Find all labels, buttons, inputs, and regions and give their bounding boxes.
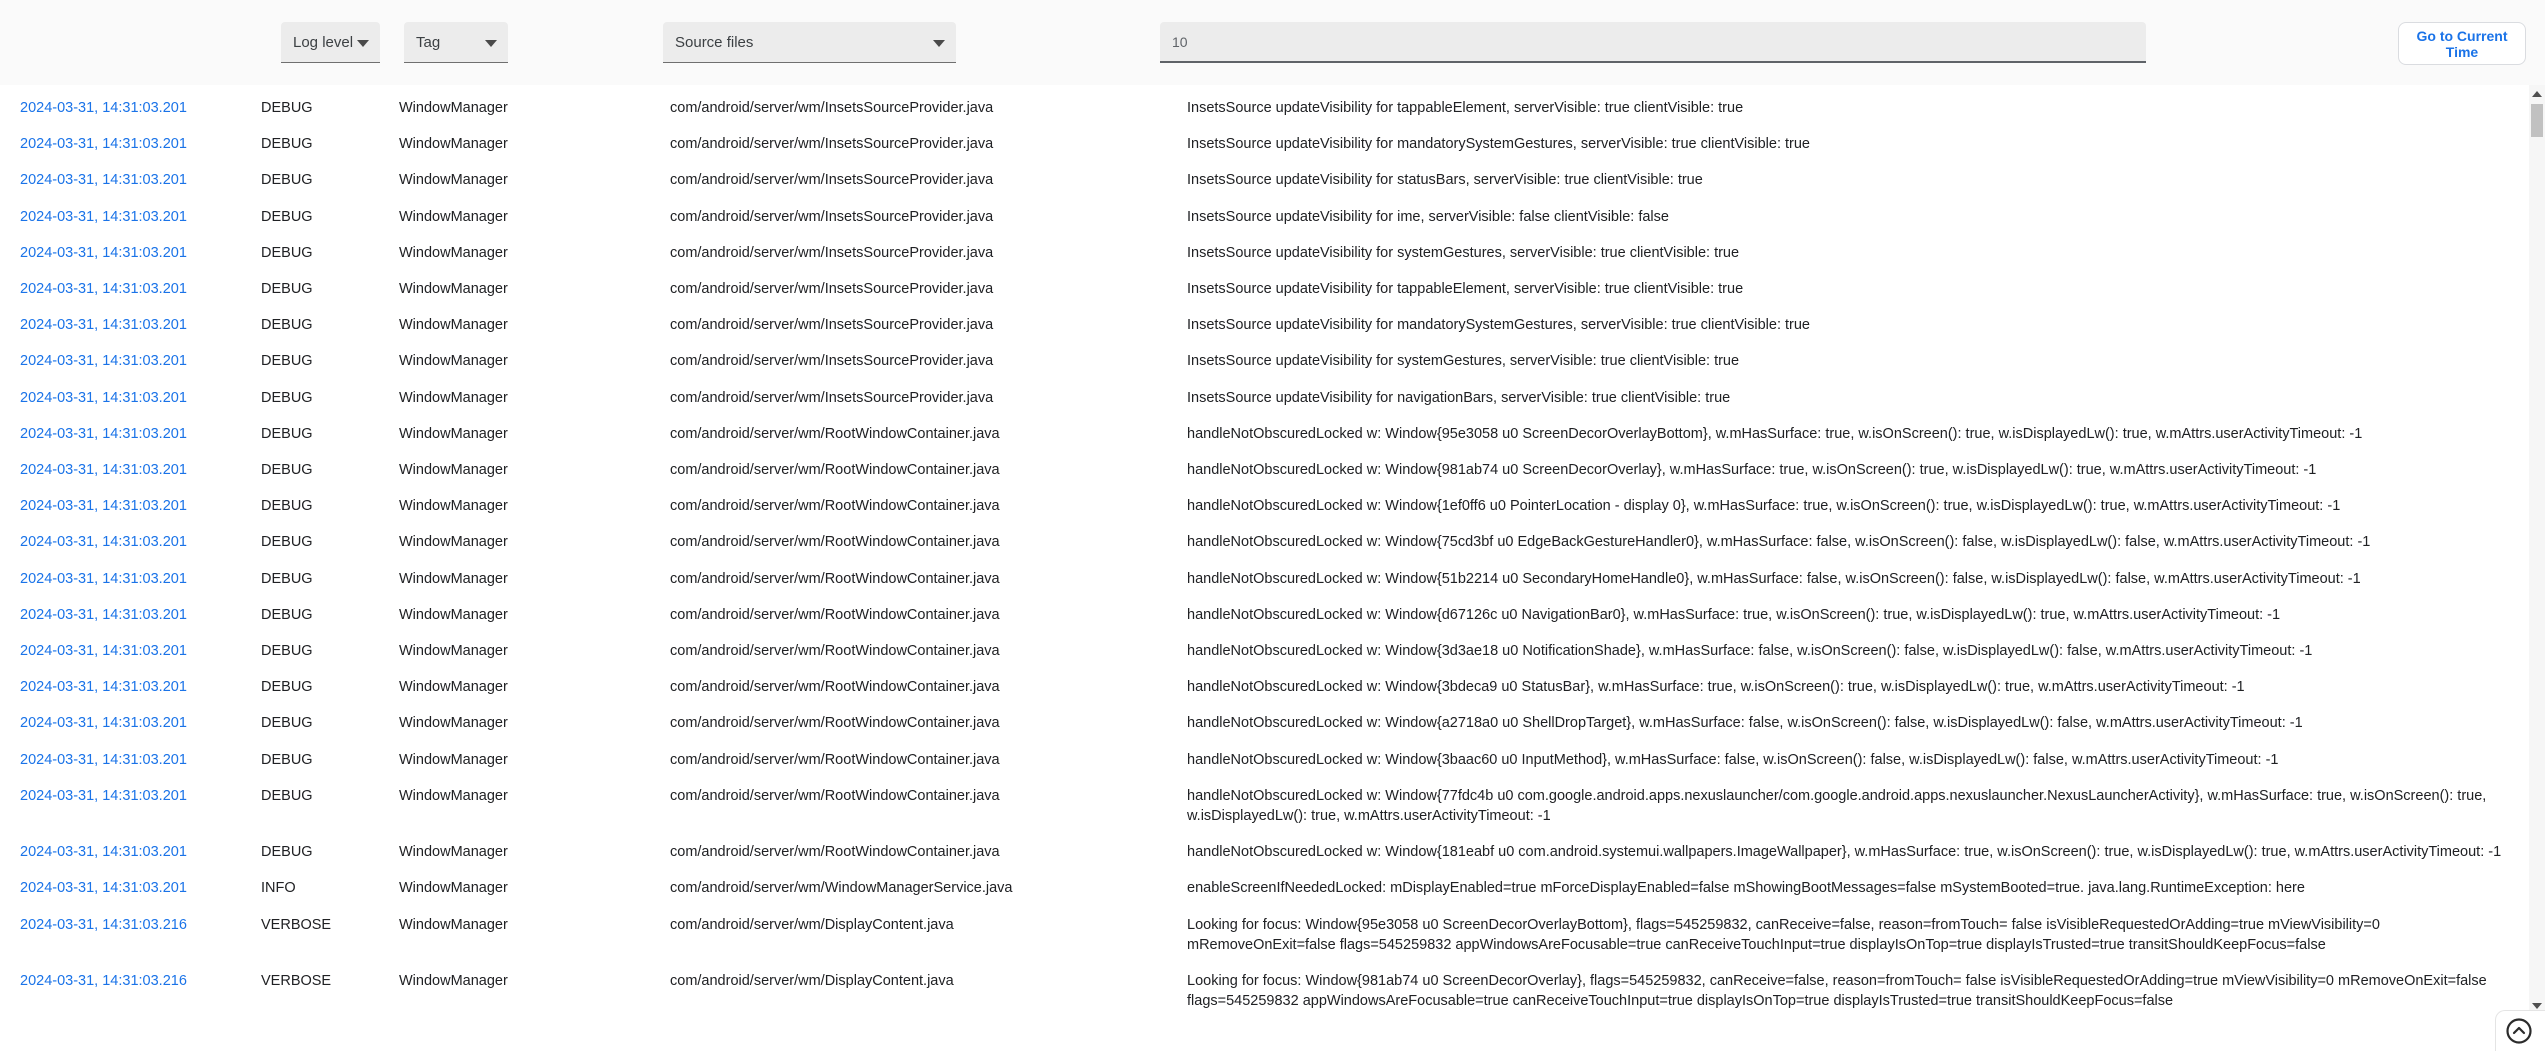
log-message-cell: InsetsSource updateVisibility for navigationBars, serverVisible: true clientVisible: true bbox=[1187, 389, 1731, 406]
log-level-cell: VERBOSE bbox=[261, 973, 332, 990]
log-level-cell: DEBUG bbox=[261, 281, 313, 298]
log-message-cell: handleNotObscuredLocked w: Window{75cd3bf u0 EdgeBackGestureHandler0}, w.mHasSurface: false, w.isOnScreen(): false, w.isDisplayedLw(): false, w.mAttrs.userActivityTimeout: -1 bbox=[1187, 534, 2371, 551]
log-level-cell: DEBUG bbox=[261, 715, 313, 732]
log-tag-cell: WindowManager bbox=[399, 787, 508, 804]
log-level-cell: DEBUG bbox=[261, 100, 313, 116]
log-tag-cell: WindowManager bbox=[399, 916, 508, 933]
triangle-up-icon bbox=[2532, 91, 2542, 97]
circled-chevron-up-icon bbox=[2505, 1017, 2533, 1045]
log-timestamp-link[interactable]: 2024-03-31, 14:31:03.201 bbox=[20, 353, 187, 370]
log-message-cell: Looking for focus: Window{981ab74 u0 ScreenDecorOverlay}, flags=545259832, canReceive=false, reason=fromTouch= false isVisibleRequestedOrAdding=true mViewVisibility=0 mRemoveOnExit=false flags=545259832 appWindowsAreFocusable=true canReceiveTouchInput=true displayIsOnTop=true displayIsTrusted=true transitShouldKeepFocus=false bbox=[1187, 973, 2487, 1010]
log-row bbox=[0, 90, 2529, 126]
log-tag-cell: WindowManager bbox=[399, 244, 508, 261]
log-source-file-cell: com/android/server/wm/RootWindowContainer.java bbox=[670, 606, 1000, 623]
log-level-cell: DEBUG bbox=[261, 570, 313, 587]
log-row bbox=[0, 561, 2529, 597]
log-timestamp-link[interactable]: 2024-03-31, 14:31:03.201 bbox=[20, 317, 187, 334]
log-source-file-cell: com/android/server/wm/InsetsSourceProvider.java bbox=[670, 389, 994, 406]
triangle-down-icon bbox=[2532, 1003, 2542, 1009]
tag-select[interactable] bbox=[404, 22, 508, 63]
filters-toolbar bbox=[0, 0, 2545, 85]
log-source-file-cell: com/android/server/wm/InsetsSourceProvider.java bbox=[670, 317, 994, 334]
source-files-select-label: Source files bbox=[675, 33, 754, 51]
log-source-file-cell: com/android/server/wm/InsetsSourceProvider.java bbox=[670, 353, 994, 370]
chevron-down-icon bbox=[357, 40, 369, 47]
log-source-file-cell: com/android/server/wm/InsetsSourceProvider.java bbox=[670, 136, 994, 153]
log-timestamp-link[interactable]: 2024-03-31, 14:31:03.201 bbox=[20, 136, 187, 153]
log-row bbox=[0, 669, 2529, 705]
log-tag-cell: WindowManager bbox=[399, 462, 508, 479]
log-tag-cell: WindowManager bbox=[399, 353, 508, 370]
log-timestamp-link[interactable]: 2024-03-31, 14:31:03.201 bbox=[20, 498, 187, 515]
tag-select-label: Tag bbox=[416, 33, 441, 51]
log-row bbox=[0, 834, 2529, 870]
log-timestamp-link[interactable]: 2024-03-31, 14:31:03.201 bbox=[20, 715, 187, 732]
log-level-cell: DEBUG bbox=[261, 787, 313, 804]
log-timestamp-link[interactable]: 2024-03-31, 14:31:03.216 bbox=[20, 916, 187, 933]
log-row bbox=[0, 778, 2529, 834]
log-timestamp-link[interactable]: 2024-03-31, 14:31:03.201 bbox=[20, 281, 187, 298]
log-message-cell: InsetsSource updateVisibility for tappableElement, serverVisible: true clientVisible: true bbox=[1187, 100, 1744, 116]
log-timestamp-link[interactable]: 2024-03-31, 14:31:03.216 bbox=[20, 973, 187, 990]
log-timestamp-link[interactable]: 2024-03-31, 14:31:03.201 bbox=[20, 570, 187, 587]
source-files-select[interactable] bbox=[663, 22, 956, 63]
log-level-select[interactable] bbox=[281, 22, 380, 63]
log-timestamp-link[interactable]: 2024-03-31, 14:31:03.201 bbox=[20, 100, 187, 116]
log-tag-cell: WindowManager bbox=[399, 100, 508, 116]
log-source-file-cell: com/android/server/wm/RootWindowContainer.java bbox=[670, 679, 1000, 696]
log-message-cell: handleNotObscuredLocked w: Window{181eabf u0 com.android.systemui.wallpapers.ImageWallpaper}, w.mHasSurface: true, w.isOnScreen(): true, w.isDisplayedLw(): true, w.mAttrs.userActivityTimeout: -1 bbox=[1187, 844, 2502, 861]
log-level-cell: DEBUG bbox=[261, 462, 313, 479]
log-level-cell: DEBUG bbox=[261, 498, 313, 515]
log-row bbox=[0, 488, 2529, 524]
log-source-file-cell: com/android/server/wm/InsetsSourceProvider.java bbox=[670, 172, 994, 189]
log-source-file-cell: com/android/server/wm/RootWindowContainer.java bbox=[670, 425, 1000, 442]
log-message-cell: handleNotObscuredLocked w: Window{1ef0ff6 u0 PointerLocation - display 0}, w.mHasSurface: true, w.isOnScreen(): true, w.isDisplayedLw(): true, w.mAttrs.userActivityTimeout: -1 bbox=[1187, 498, 2341, 515]
log-row bbox=[0, 907, 2529, 963]
log-timestamp-link[interactable]: 2024-03-31, 14:31:03.201 bbox=[20, 534, 187, 551]
log-message-cell: InsetsSource updateVisibility for systemGestures, serverVisible: true clientVisible: true bbox=[1187, 353, 1740, 370]
log-source-file-cell: com/android/server/wm/InsetsSourceProvider.java bbox=[670, 208, 994, 225]
log-row bbox=[0, 597, 2529, 633]
log-source-file-cell: com/android/server/wm/RootWindowContainer.java bbox=[670, 643, 1000, 660]
log-level-cell: DEBUG bbox=[261, 353, 313, 370]
log-level-cell: DEBUG bbox=[261, 844, 313, 861]
log-source-file-cell: com/android/server/wm/RootWindowContainer.java bbox=[670, 570, 1000, 587]
log-message-cell: handleNotObscuredLocked w: Window{95e3058 u0 ScreenDecorOverlayBottom}, w.mHasSurface: true, w.isOnScreen(): true, w.isDisplayedLw(): true, w.mAttrs.userActivityTimeout: -1 bbox=[1187, 425, 2363, 442]
log-timestamp-link[interactable]: 2024-03-31, 14:31:03.201 bbox=[20, 844, 187, 861]
vertical-scrollbar bbox=[2529, 85, 2545, 1051]
log-message-cell: InsetsSource updateVisibility for tappableElement, serverVisible: true clientVisible: true bbox=[1187, 281, 1744, 298]
log-tag-cell: WindowManager bbox=[399, 281, 508, 298]
log-level-cell: DEBUG bbox=[261, 534, 313, 551]
log-level-cell: INFO bbox=[261, 880, 296, 897]
log-row bbox=[0, 705, 2529, 741]
log-level-cell: DEBUG bbox=[261, 244, 313, 261]
log-tag-cell: WindowManager bbox=[399, 880, 508, 897]
log-level-cell: DEBUG bbox=[261, 606, 313, 623]
search-text-input[interactable] bbox=[1160, 22, 2146, 63]
log-level-cell: DEBUG bbox=[261, 389, 313, 406]
log-timestamp-link[interactable]: 2024-03-31, 14:31:03.201 bbox=[20, 606, 187, 623]
log-level-cell: DEBUG bbox=[261, 172, 313, 189]
log-source-file-cell: com/android/server/wm/InsetsSourceProvider.java bbox=[670, 281, 994, 298]
jump-to-top-card bbox=[2495, 1010, 2545, 1051]
jump-to-top-button[interactable] bbox=[2505, 1017, 2533, 1045]
log-tag-cell: WindowManager bbox=[399, 389, 508, 406]
log-row bbox=[0, 162, 2529, 198]
log-level-cell: DEBUG bbox=[261, 643, 313, 660]
log-message-cell: handleNotObscuredLocked w: Window{77fdc4b u0 com.google.android.apps.nexuslauncher/com.google.android.apps.nexuslauncher.NexusLauncherActivity}, w.mHasSurface: true, w.isOnScreen(): true, w.isDisplayedLw(): true, w.mAttrs.userActivityTimeout: -1 bbox=[1187, 787, 2487, 825]
log-timestamp-link[interactable]: 2024-03-31, 14:31:03.201 bbox=[20, 389, 187, 406]
log-source-file-cell: com/android/server/wm/RootWindowContainer.java bbox=[670, 787, 1000, 804]
log-row bbox=[0, 416, 2529, 452]
log-row bbox=[0, 870, 2529, 906]
log-source-file-cell: com/android/server/wm/DisplayContent.java bbox=[670, 973, 954, 990]
log-tag-cell: WindowManager bbox=[399, 844, 508, 861]
scrollbar-up-arrow[interactable] bbox=[2529, 87, 2545, 101]
log-row bbox=[0, 380, 2529, 416]
log-timestamp-link[interactable]: 2024-03-31, 14:31:03.201 bbox=[20, 880, 187, 897]
log-level-cell: DEBUG bbox=[261, 136, 313, 153]
log-message-cell: handleNotObscuredLocked w: Window{3baac60 u0 InputMethod}, w.mHasSurface: false, w.isOnScreen(): false, w.isDisplayedLw(): false, w.mAttrs.userActivityTimeout: -1 bbox=[1187, 751, 2279, 768]
log-timestamp-link[interactable]: 2024-03-31, 14:31:03.201 bbox=[20, 462, 187, 479]
log-row bbox=[0, 271, 2529, 307]
log-message-cell: InsetsSource updateVisibility for systemGestures, serverVisible: true clientVisible: true bbox=[1187, 244, 1740, 261]
log-message-cell: InsetsSource updateVisibility for mandatorySystemGestures, serverVisible: true clientVisible: true bbox=[1187, 136, 1810, 153]
log-message-cell: InsetsSource updateVisibility for statusBars, serverVisible: true clientVisible: true bbox=[1187, 172, 1703, 189]
go-to-current-time-button[interactable]: Go to Current Time bbox=[2398, 22, 2526, 65]
log-level-cell: DEBUG bbox=[261, 679, 313, 696]
log-timestamp-link[interactable]: 2024-03-31, 14:31:03.201 bbox=[20, 244, 187, 261]
log-tag-cell: WindowManager bbox=[399, 498, 508, 515]
log-tag-cell: WindowManager bbox=[399, 973, 508, 990]
log-tag-cell: WindowManager bbox=[399, 715, 508, 732]
log-row bbox=[0, 963, 2529, 1019]
log-row bbox=[0, 126, 2529, 162]
log-message-cell: handleNotObscuredLocked w: Window{d67126c u0 NavigationBar0}, w.mHasSurface: true, w.isOnScreen(): true, w.isDisplayedLw(): true, w.mAttrs.userActivityTimeout: -1 bbox=[1187, 606, 2281, 623]
log-tag-cell: WindowManager bbox=[399, 425, 508, 442]
log-level-cell: DEBUG bbox=[261, 208, 313, 225]
log-message-cell: handleNotObscuredLocked w: Window{3d3ae18 u0 NotificationShade}, w.mHasSurface: false, w.isOnScreen(): false, w.isDisplayedLw(): false, w.mAttrs.userActivityTimeout: -1 bbox=[1187, 643, 2313, 660]
log-tag-cell: WindowManager bbox=[399, 751, 508, 768]
log-source-file-cell: com/android/server/wm/WindowManagerService.java bbox=[670, 880, 1013, 897]
log-source-file-cell: com/android/server/wm/RootWindowContainer.java bbox=[670, 751, 1000, 768]
log-row bbox=[0, 524, 2529, 560]
log-level-cell: DEBUG bbox=[261, 425, 313, 442]
scrollbar-thumb[interactable] bbox=[2531, 104, 2543, 137]
log-source-file-cell: com/android/server/wm/RootWindowContainer.java bbox=[670, 462, 1000, 479]
log-tag-cell: WindowManager bbox=[399, 643, 508, 660]
log-timestamp-link[interactable]: 2024-03-31, 14:31:03.201 bbox=[20, 425, 187, 442]
log-message-cell: InsetsSource updateVisibility for ime, serverVisible: false clientVisible: false bbox=[1187, 208, 1669, 225]
log-timestamp-link[interactable]: 2024-03-31, 14:31:03.201 bbox=[20, 751, 187, 768]
log-message-cell: handleNotObscuredLocked w: Window{981ab74 u0 ScreenDecorOverlay}, w.mHasSurface: true, w.isOnScreen(): true, w.isDisplayedLw(): true, w.mAttrs.userActivityTimeout: -1 bbox=[1187, 462, 2317, 479]
log-message-cell: handleNotObscuredLocked w: Window{51b2214 u0 SecondaryHomeHandle0}, w.mHasSurface: false, w.isOnScreen(): false, w.isDisplayedLw(): false, w.mAttrs.userActivityTimeout: -1 bbox=[1187, 570, 2361, 587]
log-row bbox=[0, 307, 2529, 343]
log-message-cell: handleNotObscuredLocked w: Window{3bdeca9 u0 StatusBar}, w.mHasSurface: true, w.isOnScreen(): true, w.isDisplayedLw(): true, w.mAttrs.userActivityTimeout: -1 bbox=[1187, 679, 2245, 696]
log-message-cell: enableScreenIfNeededLocked: mDisplayEnabled=true mForceDisplayEnabled=false mShowingBootMessages=false mSystemBooted=true. java.lang.RuntimeException: here bbox=[1187, 880, 2305, 897]
log-timestamp-link[interactable]: 2024-03-31, 14:31:03.201 bbox=[20, 787, 187, 804]
log-row bbox=[0, 343, 2529, 379]
log-timestamp-link[interactable]: 2024-03-31, 14:31:03.201 bbox=[20, 643, 187, 660]
log-tag-cell: WindowManager bbox=[399, 208, 508, 225]
log-level-select-label: Log level bbox=[293, 33, 354, 51]
log-row bbox=[0, 199, 2529, 235]
log-row bbox=[0, 452, 2529, 488]
log-tag-cell: WindowManager bbox=[399, 534, 508, 551]
log-source-file-cell: com/android/server/wm/InsetsSourceProvider.java bbox=[670, 100, 994, 116]
log-tag-cell: WindowManager bbox=[399, 172, 508, 189]
log-source-file-cell: com/android/server/wm/RootWindowContainer.java bbox=[670, 498, 1000, 515]
log-level-cell: DEBUG bbox=[261, 751, 313, 768]
log-tag-cell: WindowManager bbox=[399, 136, 508, 153]
log-timestamp-link[interactable]: 2024-03-31, 14:31:03.201 bbox=[20, 172, 187, 189]
chevron-down-icon bbox=[485, 40, 497, 47]
log-level-cell: DEBUG bbox=[261, 317, 313, 334]
log-message-cell: handleNotObscuredLocked w: Window{a2718a0 u0 ShellDropTarget}, w.mHasSurface: false, w.isOnScreen(): false, w.isDisplayedLw(): false, w.mAttrs.userActivityTimeout: -1 bbox=[1187, 715, 2303, 732]
log-level-cell: VERBOSE bbox=[261, 916, 332, 933]
log-tag-cell: WindowManager bbox=[399, 570, 508, 587]
log-message-cell: Looking for focus: Window{95e3058 u0 ScreenDecorOverlayBottom}, flags=545259832, canReceive=false, reason=fromTouch= false isVisibleRequestedOrAdding=true mViewVisibility=0 mRemoveOnExit=false flags=545259832 appWindowsAreFocusable=true canReceiveTouchInput=true displayIsOnTop=true displayIsTrusted=true transitShouldKeepFocus=false bbox=[1187, 916, 2380, 953]
log-timestamp-link[interactable]: 2024-03-31, 14:31:03.201 bbox=[20, 208, 187, 225]
chevron-down-icon bbox=[933, 40, 945, 47]
log-source-file-cell: com/android/server/wm/RootWindowContainer.java bbox=[670, 534, 1000, 551]
log-row bbox=[0, 633, 2529, 669]
log-message-cell: InsetsSource updateVisibility for mandatorySystemGestures, serverVisible: true clientVisible: true bbox=[1187, 317, 1810, 334]
log-tag-cell: WindowManager bbox=[399, 679, 508, 696]
log-source-file-cell: com/android/server/wm/RootWindowContainer.java bbox=[670, 715, 1000, 732]
log-timestamp-link[interactable]: 2024-03-31, 14:31:03.201 bbox=[20, 679, 187, 696]
log-tag-cell: WindowManager bbox=[399, 606, 508, 623]
log-source-file-cell: com/android/server/wm/InsetsSourceProvider.java bbox=[670, 244, 994, 261]
log-row bbox=[0, 235, 2529, 271]
log-tag-cell: WindowManager bbox=[399, 317, 508, 334]
log-list bbox=[0, 85, 2529, 1051]
log-row bbox=[0, 742, 2529, 778]
log-source-file-cell: com/android/server/wm/DisplayContent.java bbox=[670, 916, 954, 933]
log-source-file-cell: com/android/server/wm/RootWindowContainer.java bbox=[670, 844, 1000, 861]
